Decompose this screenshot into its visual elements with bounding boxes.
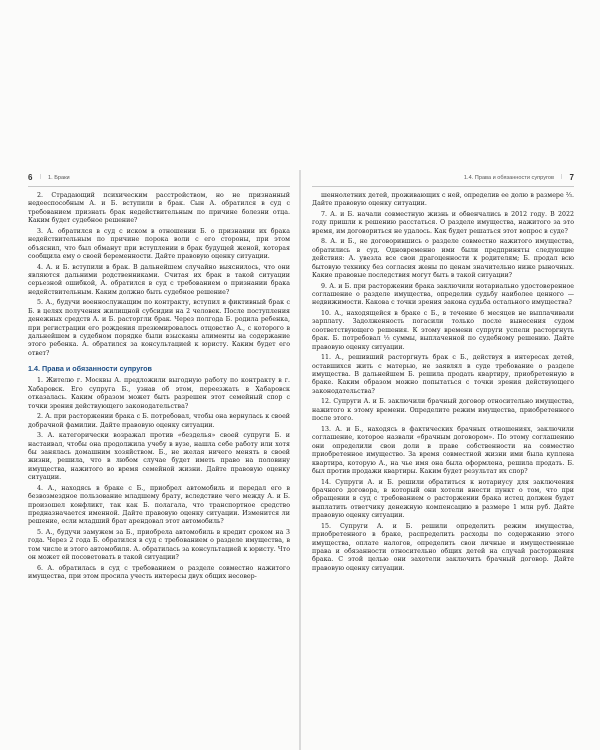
paragraph: 5. А., будучи военнослужащим по контракту, вступил в фиктивный брак с Б. в целях получения жилищной субсидии на 2 человек. После поступления денежных средств А. и Б. расторгли брак. Через полгода Б. родила ребенка, при регистрации его рождения презюмировалось отцовство А., с которого в дальнейшем в судебном порядке были взысканы алименты на содержание этого ребенка. А. обратился за консультацией к юристу. Каким будет его ответ? [28, 299, 290, 357]
paragraph: 7. А. и Б. начали совместную жизнь и обвенчались в 2012 году. В 2022 году пришли к решению расстаться. О разделе имущества, нажитого за это время, им договориться не удалось. Как будет решаться этот вопрос в суде? [312, 211, 574, 235]
paragraph: шеннолетних детей, проживающих с ней, определив ее долю в размере ⅔. Дайте правовую оценку ситуации. [312, 192, 574, 208]
right-page-body [312, 192, 574, 573]
header-separator: | [40, 174, 42, 180]
paragraph: 12. Супруги А. и Б. заключили брачный договор относительно имущества, нажитого к этому времени. Определите режим имущества, приобретенного после этого. [312, 398, 574, 423]
page-number: 7 [569, 173, 574, 182]
running-head: 1.4. Права и обязанности супругов [463, 175, 554, 181]
paragraph: 6. А. обратилась в суд с требованием о разделе совместно нажитого имущества, при этом просила учесть интересы двух общих несовер- [28, 564, 290, 581]
left-page-header [28, 172, 290, 187]
paragraph: 8. А. и Б., не договорившись о разделе совместно нажитого имущества, обратились в суд. Одновременно ими были предприняты следующие действия: А. увезла все свои драгоценности к родителям; Б. продал всю бытовую технику без согласия жены по ценам значительно ниже рыночных. Какие правовые последствия могут быть в такой ситуации? [312, 238, 574, 280]
paragraph: 4. А. и Б. вступили в брак. В дальнейшем случайно выяснилось, что они являются дальними родственниками. Считая их брак в такой ситуации серьезной ошибкой, А. обратился в суд с требованием о признании брака недействительным. Каким должно быть судебное решение? [28, 263, 290, 296]
paragraph: 11. А., решивший расторгнуть брак с Б., действуя в интересах детей, оставшихся жить с матерью, не заявлял в суде требование о разделе имущества. В дальнейшем Б. решила продать квартиру, приобретенную в браке. Каким образом можно попытаться с точки зрения действующего законодательства? [312, 354, 574, 395]
book-gutter [299, 170, 301, 750]
paragraph: 13. А. и Б., находясь в фактических брачных отношениях, заключили соглашение, которое назвали «брачным договором». По этому соглашению они определили свои доли в праве собственности на совместно приобретенное имущество. За время совместной жизни ими была куплена квартира, которую А., на чье имя она была оформлена, решила продать. Б. был против продажи квартиры. Каким будет результат их спор? [312, 425, 574, 475]
section-title: 1.4. Права и обязанности супругов [28, 364, 152, 374]
paragraph: 15. Супруги А. и Б. решили определить режим имущества, приобретенного в браке, распределить расходы по содержанию этого имущества, оплате налогов, определить свои личные и имущественные права и обязанности относительно общих детей на случай расторжения брака. С этой целью они захотели заключить брачный договор. Дайте правовую оценку ситуации. [312, 522, 574, 572]
paragraph: 14. Супруги А. и Б. решили обратиться к нотариусу для заключения брачного договора, в который они хотели внести пункт о том, что при обращении в суд с требованием о расторжении брака истец должен будет выплатить ответчику денежную компенсацию в размере 1 млн руб. Дайте правовую оценку ситуации. [312, 478, 574, 520]
paragraph: 3. А. обратился в суд с иском в отношении Б. о признании их брака недействительным по причине порока воли с его стороны, при этом объяснил, что был обманут при вступлении в брак будущей женой, которая сообщила ему о своей беременности. Дайте правовую оценку ситуации. [28, 227, 290, 261]
running-head: 1. Браки [48, 175, 70, 181]
paragraph: 5. А., будучи замужем за Б., приобрела автомобиль в кредит сроком на 3 года. Через 2 года Б. обратился в суд с требованием о разделе имущества, в том числе и этого автомобиля. А. обратилась за консультацией к юристу. Что он может ей посоветовать в такой ситуации? [28, 528, 290, 562]
paragraph: 10. А., находящейся в браке с Б., в течение 6 месяцев не выплачивали зарплату. Задолженность погасили только после вынесения судом соответствующего решения. К этому времени супруги успели расторгнуть брак. Б. потребовал ⅓ суммы, выплаченной по судебному решению. Дайте правовую оценку ситуации. [312, 310, 574, 351]
left-page-body [28, 192, 290, 582]
right-page [312, 172, 574, 742]
left-page [28, 172, 290, 742]
right-page-header [312, 172, 574, 187]
paragraph: 2. Страдающий психическим расстройством, но не признанный недееспособным А. и Б. вступили в брак. Сын А. обратился в суд с требованием признать брак недействительным по причине болезни отца. Каким будет судебное решение? [28, 192, 290, 225]
paragraph: 3. А. категорически возражал против «безделья» своей супруги Б. и настаивал, чтобы она продолжила учебу в вузе, нашла себе работу или хотя бы занялась домашним хозяйством. Б., не желая ничего менять в своей жизни, решила, что в любом случае будет иметь право на половину имущества, нажитого во время семейной жизни. Дайте правовую оценку ситуации. [28, 432, 290, 482]
paragraph: 4. А., находясь в браке с Б., приобрел автомобиль и передал его в безвозмездное пользование младшему брату, вследствие чего между А. и Б. произошел конфликт, так как Б. полагала, что транспортное средство предназначается именной. Дайте правовую оценку ситуации. Изменится ли решение, если младший брат арендовал этот автомобиль? [28, 484, 290, 526]
header-separator: | [560, 174, 562, 180]
paragraph: 1. Жителю г. Москвы А. предложили выгодную работу по контракту в г. Хабаровск. Его супруга Б., узнав об этом, переезжать в Хабаровск отказалась. Каким образом может быть разрешен этот семейный спор с точки зрения действующего законодательства? [28, 377, 290, 410]
paragraph: 9. А. и Б. при расторжении брака заключили нотариально удостоверенное соглашение о разделе имущества, определив судьбу наиболее ценного — недвижимости. Какова с точки зрения закона судьба остального имущества? [312, 282, 574, 307]
paragraph: 2. А. при расторжении брака с Б. потребовал, чтобы она вернулась к своей добрачной фамилии. Дайте правовую оценку ситуации. [28, 413, 290, 429]
page-number: 6 [28, 173, 33, 182]
